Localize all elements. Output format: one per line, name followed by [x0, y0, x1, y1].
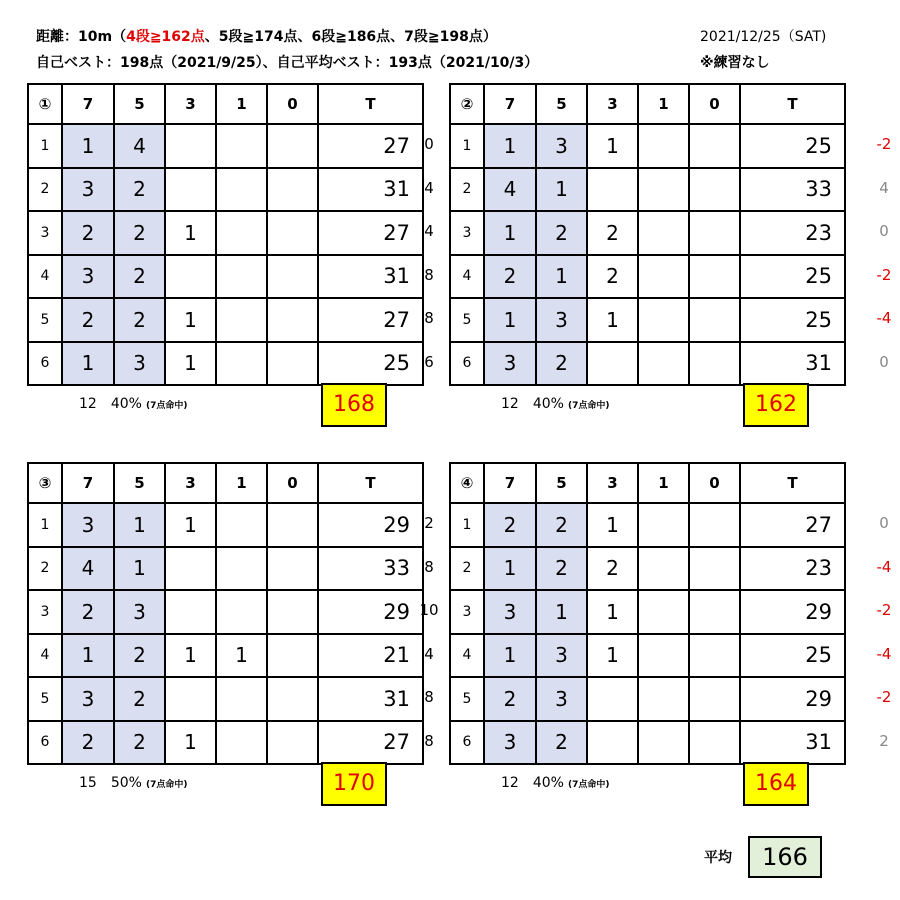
- end-total: 31: [318, 168, 423, 212]
- end-row: [28, 634, 423, 678]
- count-c3: [587, 168, 638, 212]
- end-row: [450, 503, 845, 547]
- count-c1: [638, 255, 689, 299]
- round-label: ③: [28, 463, 62, 503]
- round-table-2: [449, 83, 846, 386]
- count-c5: 2: [536, 721, 587, 765]
- end-number: 5: [28, 677, 62, 721]
- count-c0: [689, 590, 740, 634]
- column-header: 3: [587, 463, 638, 503]
- count-c1: [638, 211, 689, 255]
- end-number: 1: [450, 124, 484, 168]
- count-c7: 3: [484, 721, 536, 765]
- average-label: 平均: [704, 850, 732, 866]
- end-number: 5: [450, 677, 484, 721]
- end-total: 31: [318, 255, 423, 299]
- score-difference: -2: [876, 135, 892, 153]
- count-c5: 2: [536, 503, 587, 547]
- column-header: 0: [267, 463, 318, 503]
- count-c3: [587, 677, 638, 721]
- side-value: 4: [424, 178, 434, 197]
- count-c1: [216, 168, 267, 212]
- count-c5: 4: [114, 124, 165, 168]
- end-number: 2: [28, 547, 62, 591]
- score-difference: -4: [876, 309, 892, 327]
- end-total: 33: [318, 547, 423, 591]
- count-c5: 1: [114, 547, 165, 591]
- count-c5: 3: [114, 590, 165, 634]
- end-row: [28, 211, 423, 255]
- count-c0: [267, 503, 318, 547]
- end-row: [450, 168, 845, 212]
- round-total: 164: [743, 762, 809, 806]
- count-c1: [638, 721, 689, 765]
- count-c1: [638, 298, 689, 342]
- hit-note: (7点命中): [567, 780, 610, 790]
- count-c5: 1: [536, 168, 587, 212]
- count-c1: [638, 634, 689, 678]
- end-row: [450, 342, 845, 386]
- column-header: 7: [484, 463, 536, 503]
- score-difference: 0: [879, 514, 889, 532]
- end-total: 25: [740, 124, 845, 168]
- count-c7: 1: [484, 211, 536, 255]
- column-header: 0: [689, 84, 740, 124]
- count-c1: [638, 677, 689, 721]
- count-c3: [587, 342, 638, 386]
- end-row: [450, 634, 845, 678]
- column-header: 7: [484, 84, 536, 124]
- count-c7: 2: [484, 503, 536, 547]
- count-c3: 1: [165, 342, 216, 386]
- count-c7: 1: [484, 547, 536, 591]
- end-row: [28, 721, 423, 765]
- end-total: 27: [318, 124, 423, 168]
- count-c7: 3: [62, 503, 114, 547]
- column-header: T: [740, 463, 845, 503]
- score-difference: 0: [879, 222, 889, 240]
- count-c7: 3: [62, 168, 114, 212]
- count-c0: [689, 255, 740, 299]
- criteria-prefix: 距離：10m（: [36, 29, 127, 45]
- count-c7: 1: [62, 634, 114, 678]
- count-c5: 1: [536, 255, 587, 299]
- end-number: 4: [28, 634, 62, 678]
- count-c7: 2: [62, 211, 114, 255]
- end-number: 1: [28, 503, 62, 547]
- count-c3: 2: [587, 211, 638, 255]
- hit-count: 12: [501, 775, 519, 791]
- count-c0: [267, 677, 318, 721]
- side-value: 8: [424, 265, 434, 284]
- count-c0: [267, 298, 318, 342]
- count-c3: [165, 255, 216, 299]
- count-c0: [267, 255, 318, 299]
- count-c7: 3: [62, 255, 114, 299]
- count-c0: [689, 124, 740, 168]
- end-number: 3: [28, 211, 62, 255]
- count-c7: 2: [484, 255, 536, 299]
- hit-percentage: 40%: [110, 396, 142, 412]
- count-c3: 2: [587, 547, 638, 591]
- count-c3: [165, 547, 216, 591]
- count-c5: 2: [114, 255, 165, 299]
- side-value: 0: [424, 135, 434, 153]
- round-label: ①: [28, 84, 62, 124]
- count-c0: [267, 124, 318, 168]
- count-c5: 2: [114, 721, 165, 765]
- count-c0: [689, 168, 740, 212]
- count-c5: 3: [536, 634, 587, 678]
- end-row: [450, 590, 845, 634]
- end-number: 4: [28, 255, 62, 299]
- count-c3: [165, 590, 216, 634]
- count-c5: 3: [536, 298, 587, 342]
- count-c0: [689, 211, 740, 255]
- side-value: 8: [424, 731, 434, 750]
- count-c0: [267, 211, 318, 255]
- end-row: [28, 547, 423, 591]
- side-value: 4: [424, 222, 434, 240]
- round-table-3: [27, 462, 424, 765]
- column-header: 0: [689, 463, 740, 503]
- count-c7: 2: [484, 677, 536, 721]
- count-c0: [689, 677, 740, 721]
- end-row: [450, 677, 845, 721]
- count-c5: 2: [114, 298, 165, 342]
- end-total: 29: [740, 677, 845, 721]
- column-header: 3: [165, 84, 216, 124]
- end-number: 3: [28, 590, 62, 634]
- count-c3: [165, 677, 216, 721]
- end-row: [450, 255, 845, 299]
- column-header: 1: [216, 463, 267, 503]
- count-c3: [587, 721, 638, 765]
- count-c5: 2: [114, 211, 165, 255]
- column-header: T: [740, 84, 845, 124]
- column-header: 0: [267, 84, 318, 124]
- average-score: 166: [748, 836, 822, 878]
- end-total: 23: [740, 211, 845, 255]
- round-table-1: [27, 83, 424, 386]
- count-c5: 2: [536, 342, 587, 386]
- count-c7: 1: [484, 124, 536, 168]
- count-c1: [638, 590, 689, 634]
- end-number: 3: [450, 590, 484, 634]
- end-row: [28, 168, 423, 212]
- count-c7: 4: [62, 547, 114, 591]
- end-total: 25: [740, 298, 845, 342]
- score-difference: -4: [876, 644, 892, 663]
- practice-note: ※練習なし: [700, 55, 770, 71]
- count-c3: 1: [587, 634, 638, 678]
- score-difference: -2: [876, 265, 892, 284]
- count-c1: [638, 168, 689, 212]
- count-c3: 1: [165, 298, 216, 342]
- hit-note: (7点命中): [567, 401, 610, 411]
- end-number: 1: [28, 124, 62, 168]
- end-number: 6: [28, 721, 62, 765]
- end-number: 6: [450, 721, 484, 765]
- count-c0: [267, 590, 318, 634]
- count-c1: [216, 503, 267, 547]
- count-c3: 1: [165, 211, 216, 255]
- count-c5: 2: [114, 168, 165, 212]
- end-total: 31: [740, 721, 845, 765]
- count-c3: 1: [587, 124, 638, 168]
- end-row: [450, 298, 845, 342]
- end-total: 33: [740, 168, 845, 212]
- hit-percentage: 40%: [532, 396, 564, 412]
- end-total: 31: [740, 342, 845, 386]
- count-c1: [638, 342, 689, 386]
- count-c1: [216, 255, 267, 299]
- hit-count: 12: [79, 396, 97, 412]
- count-c3: 1: [165, 634, 216, 678]
- end-total: 31: [318, 677, 423, 721]
- end-row: [450, 124, 845, 168]
- score-difference: -4: [876, 557, 892, 576]
- criteria-suffix: 、5段≧174点、6段≧186点、7段≧198点）: [204, 29, 497, 45]
- end-row: [28, 298, 423, 342]
- end-number: 4: [450, 255, 484, 299]
- count-c1: [216, 211, 267, 255]
- column-header: 5: [536, 463, 587, 503]
- side-value: 6: [424, 352, 434, 371]
- end-number: 1: [450, 503, 484, 547]
- count-c1: [216, 124, 267, 168]
- end-number: 6: [450, 342, 484, 386]
- end-total: 29: [318, 503, 423, 547]
- count-c0: [689, 503, 740, 547]
- count-c5: 3: [536, 124, 587, 168]
- column-header: 5: [536, 84, 587, 124]
- count-c3: 1: [165, 503, 216, 547]
- end-row: [28, 503, 423, 547]
- count-c7: 2: [62, 721, 114, 765]
- count-c1: [216, 547, 267, 591]
- side-value: 10: [419, 601, 439, 619]
- hit-percentage: 40%: [532, 775, 564, 791]
- end-row: [450, 721, 845, 765]
- end-number: 5: [450, 298, 484, 342]
- end-total: 29: [318, 590, 423, 634]
- column-header: 5: [114, 84, 165, 124]
- count-c5: 3: [536, 677, 587, 721]
- count-c0: [689, 634, 740, 678]
- end-total: 25: [740, 255, 845, 299]
- hit-percentage: 50%: [110, 775, 142, 791]
- column-header: 5: [114, 463, 165, 503]
- hit-stats: [501, 396, 609, 412]
- hit-stats: [79, 396, 187, 412]
- end-total: 27: [318, 298, 423, 342]
- distance-criteria: [36, 26, 497, 46]
- count-c3: 1: [587, 590, 638, 634]
- end-row: [28, 124, 423, 168]
- end-row: [450, 547, 845, 591]
- end-total: 29: [740, 590, 845, 634]
- column-header: 1: [216, 84, 267, 124]
- count-c5: 1: [536, 590, 587, 634]
- score-difference: 2: [879, 731, 889, 750]
- column-header: T: [318, 84, 423, 124]
- count-c7: 2: [62, 590, 114, 634]
- count-c7: 3: [62, 677, 114, 721]
- count-c5: 2: [536, 211, 587, 255]
- side-value: 2: [424, 514, 434, 532]
- side-value: 4: [424, 644, 434, 663]
- side-value: 8: [424, 309, 434, 327]
- count-c5: 2: [114, 634, 165, 678]
- hit-stats: [79, 775, 187, 791]
- criteria-4dan: 4段≧162点: [126, 29, 205, 45]
- count-c0: [267, 634, 318, 678]
- count-c7: 1: [484, 634, 536, 678]
- hit-count: 12: [501, 396, 519, 412]
- count-c5: 2: [114, 677, 165, 721]
- count-c1: [216, 721, 267, 765]
- count-c7: 2: [62, 298, 114, 342]
- hit-note: (7点命中): [145, 401, 188, 411]
- end-total: 25: [318, 342, 423, 386]
- side-value: 8: [424, 557, 434, 576]
- count-c7: 1: [62, 342, 114, 386]
- end-number: 4: [450, 634, 484, 678]
- count-c3: 1: [165, 721, 216, 765]
- hit-stats: [501, 775, 609, 791]
- hit-note: (7点命中): [145, 780, 188, 790]
- round-label: ②: [450, 84, 484, 124]
- count-c3: [165, 168, 216, 212]
- count-c0: [267, 168, 318, 212]
- round-total: 170: [321, 762, 387, 806]
- round-table-4: [449, 462, 846, 765]
- date: 2021/12/25（SAT): [700, 29, 827, 45]
- end-row: [28, 590, 423, 634]
- count-c0: [689, 342, 740, 386]
- count-c7: 4: [484, 168, 536, 212]
- column-header: 3: [587, 84, 638, 124]
- end-total: 27: [740, 503, 845, 547]
- end-number: 3: [450, 211, 484, 255]
- score-difference: 0: [879, 352, 889, 371]
- end-number: 2: [28, 168, 62, 212]
- count-c7: 3: [484, 342, 536, 386]
- count-c1: [638, 503, 689, 547]
- count-c1: [216, 342, 267, 386]
- count-c0: [267, 342, 318, 386]
- count-c0: [689, 547, 740, 591]
- count-c1: [638, 124, 689, 168]
- round-total: 168: [321, 383, 387, 427]
- count-c7: 3: [484, 590, 536, 634]
- count-c3: [165, 124, 216, 168]
- end-number: 2: [450, 168, 484, 212]
- end-total: 27: [318, 721, 423, 765]
- count-c3: 2: [587, 255, 638, 299]
- end-row: [28, 342, 423, 386]
- count-c0: [267, 721, 318, 765]
- count-c7: 1: [484, 298, 536, 342]
- count-c1: [216, 590, 267, 634]
- end-total: 27: [318, 211, 423, 255]
- column-header: 3: [165, 463, 216, 503]
- end-row: [28, 255, 423, 299]
- count-c1: 1: [216, 634, 267, 678]
- end-total: 23: [740, 547, 845, 591]
- round-label: ④: [450, 463, 484, 503]
- end-row: [28, 677, 423, 721]
- end-total: 25: [740, 634, 845, 678]
- end-number: 5: [28, 298, 62, 342]
- hit-count: 15: [79, 775, 97, 791]
- count-c5: 1: [114, 503, 165, 547]
- count-c5: 3: [114, 342, 165, 386]
- end-number: 6: [28, 342, 62, 386]
- side-value: 8: [424, 688, 434, 706]
- score-difference: -2: [876, 601, 892, 619]
- column-header: 1: [638, 84, 689, 124]
- count-c7: 1: [62, 124, 114, 168]
- count-c1: [216, 298, 267, 342]
- column-header: 7: [62, 463, 114, 503]
- score-difference: 4: [879, 178, 889, 197]
- personal-best: 自己ベスト：198点（2021/9/25）、自己平均ベスト：193点（2021/10/3）: [36, 55, 539, 71]
- round-total: 162: [743, 383, 809, 427]
- column-header: T: [318, 463, 423, 503]
- count-c1: [216, 677, 267, 721]
- count-c0: [689, 298, 740, 342]
- score-difference: -2: [876, 688, 892, 706]
- count-c0: [689, 721, 740, 765]
- end-total: 21: [318, 634, 423, 678]
- count-c5: 2: [536, 547, 587, 591]
- column-header: 7: [62, 84, 114, 124]
- count-c0: [267, 547, 318, 591]
- count-c3: 1: [587, 298, 638, 342]
- count-c3: 1: [587, 503, 638, 547]
- end-number: 2: [450, 547, 484, 591]
- end-row: [450, 211, 845, 255]
- count-c1: [638, 547, 689, 591]
- column-header: 1: [638, 463, 689, 503]
